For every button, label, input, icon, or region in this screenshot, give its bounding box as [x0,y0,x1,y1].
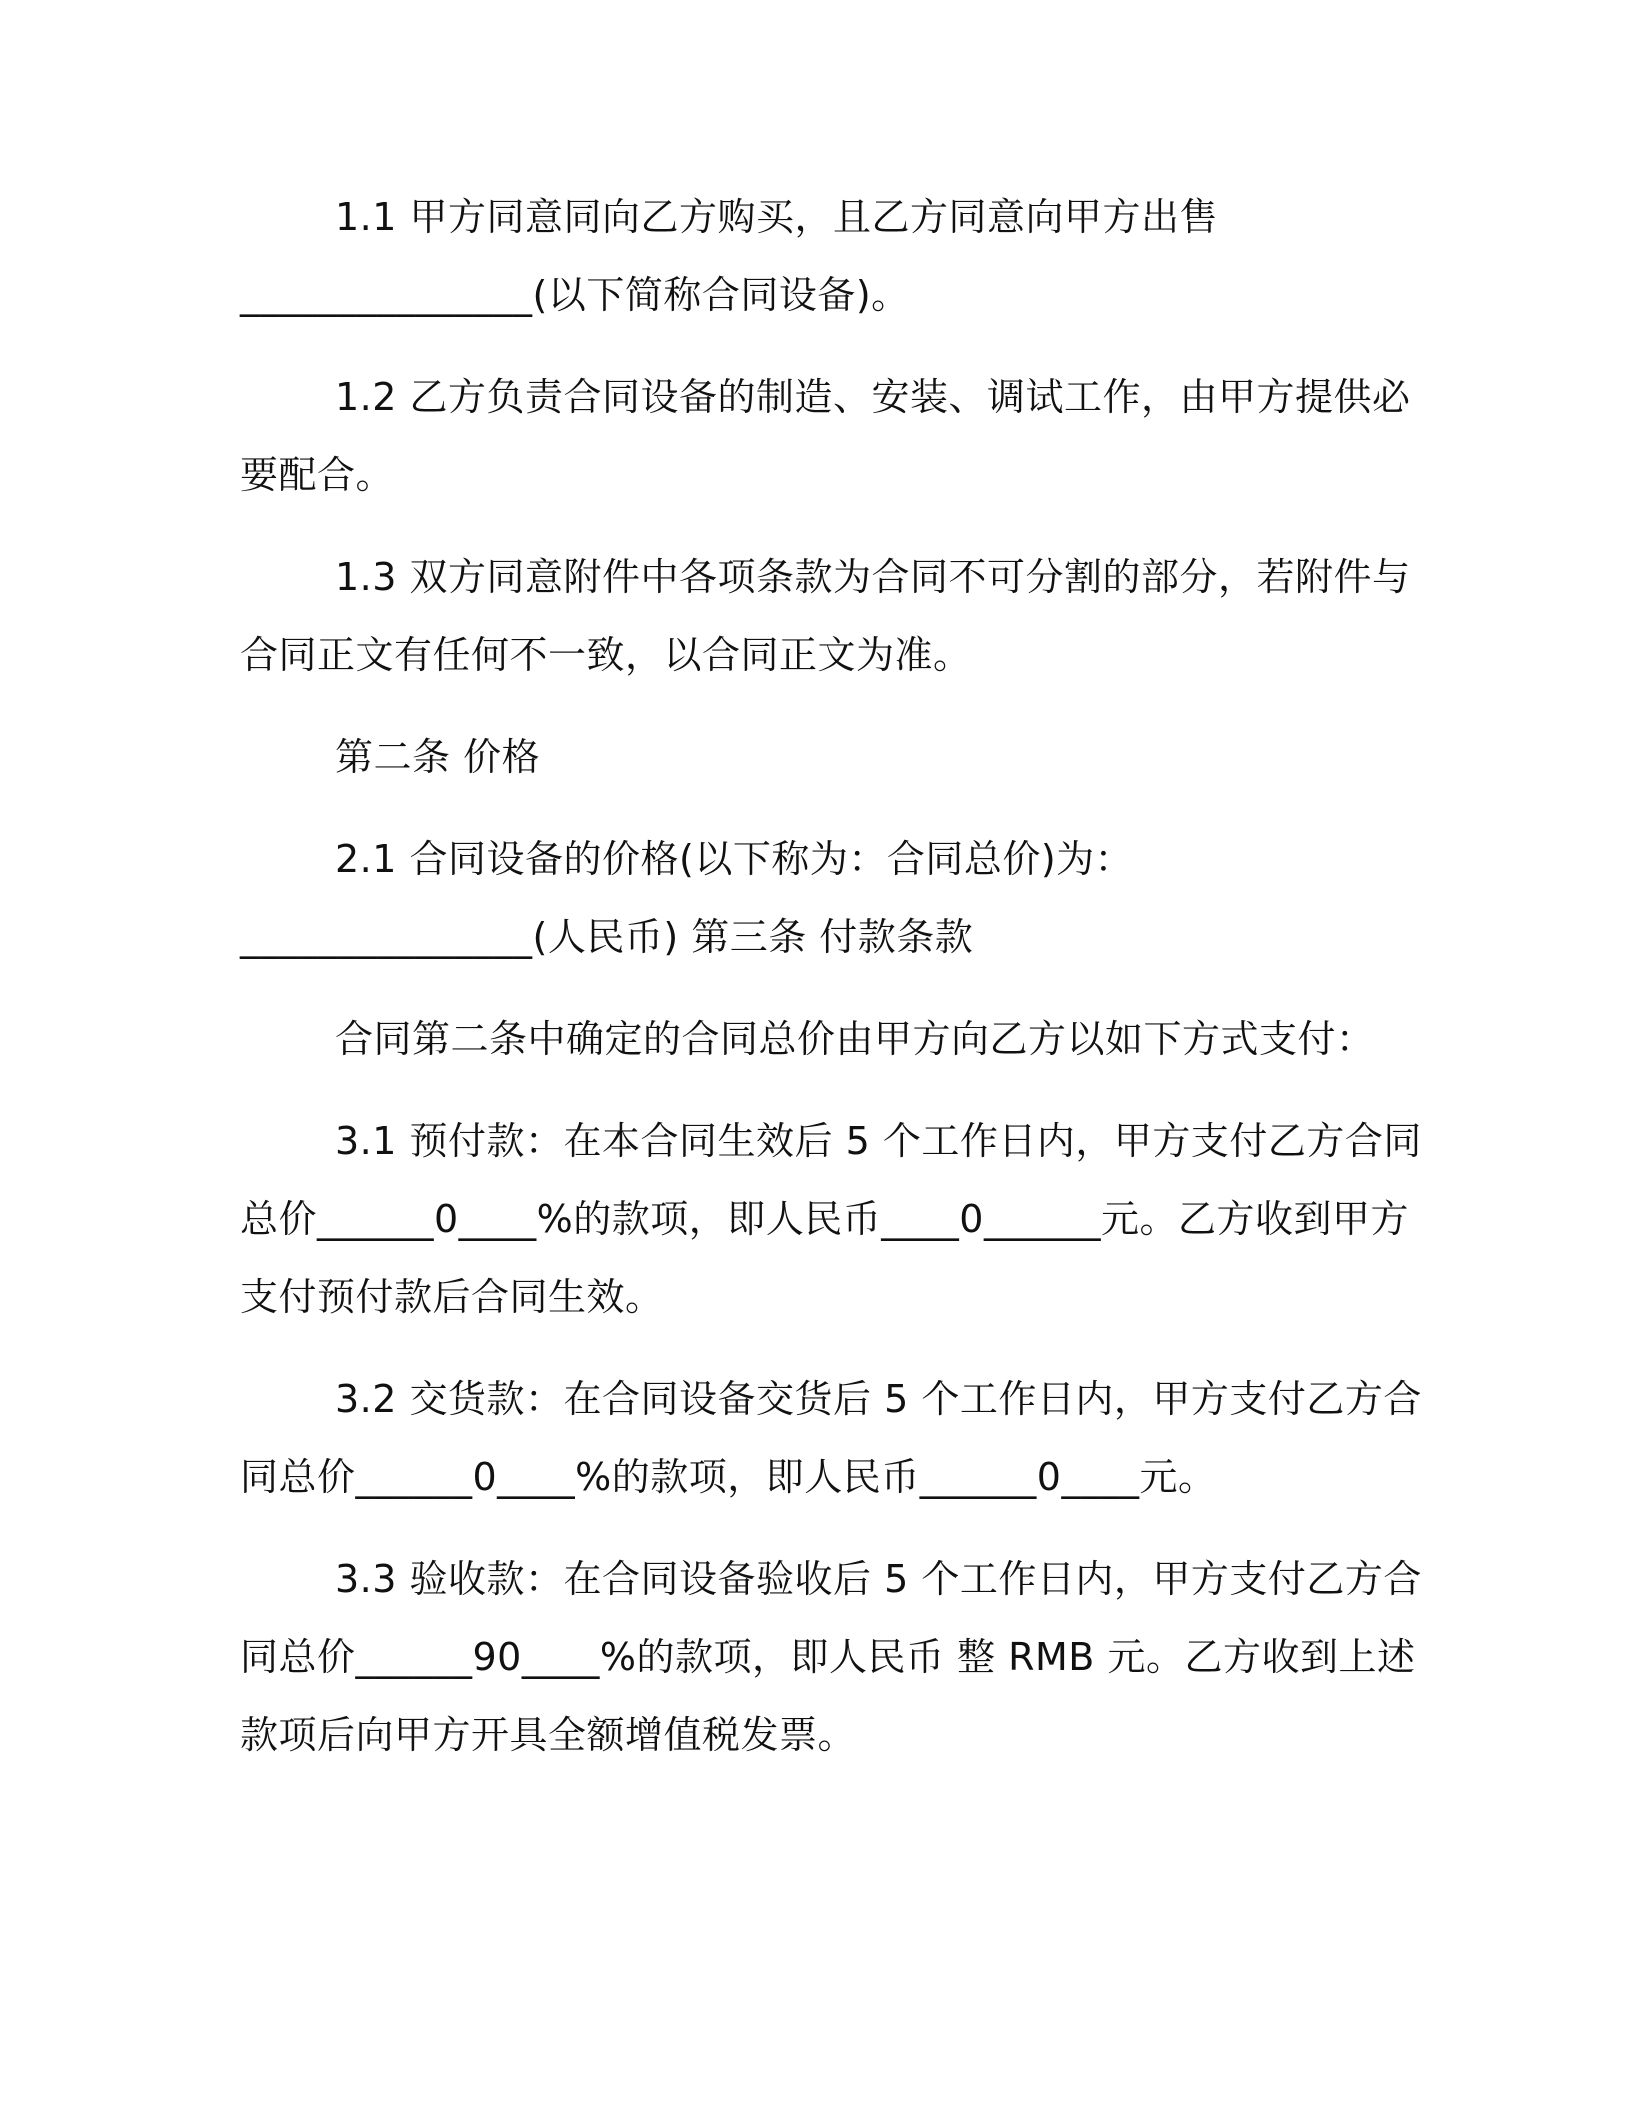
clause-1-1-line-2: _______________(以下简称合同设备)。 [240,273,910,317]
clause-2-1-line-1: 2.1 合同设备的价格(以下称为：合同总价)为： [335,837,1134,881]
clause-3-1-line-1: 3.1 预付款：在本合同生效后 5 个工作日内，甲方支付乙方合同 [335,1119,1422,1163]
clause-3-2-line-2: 同总价______0____%的款项，即人民币______0____元。 [240,1455,1217,1499]
clause-1-1-line-1: 1.1 甲方同意同向乙方购买，且乙方同意向甲方出售 [335,195,1219,239]
clause-1-3-line-2: 合同正文有任何不一致，以合同正文为准。 [240,633,972,677]
clause-3-3-line-2: 同总价______90____%的款项，即人民币 整 RMB 元。乙方收到上述 [240,1635,1416,1679]
clause-3-3-line-3: 款项后向甲方开具全额增值税发票。 [240,1713,857,1757]
clause-1-2-line-1: 1.2 乙方负责合同设备的制造、安装、调试工作，由甲方提供必 [335,375,1411,419]
clause-3-3-line-1: 3.3 验收款：在合同设备验收后 5 个工作日内，甲方支付乙方合 [335,1557,1422,1601]
clause-3-2-line-1: 3.2 交货款：在合同设备交货后 5 个工作日内，甲方支付乙方合 [335,1377,1422,1421]
article-3-intro: 合同第二条中确定的合同总价由甲方向乙方以如下方式支付： [335,1017,1375,1061]
clause-1-3-line-1: 1.3 双方同意附件中各项条款为合同不可分割的部分，若附件与 [335,555,1411,599]
clause-2-1-line-2: _______________(人民币) 第三条 付款条款 [240,915,974,959]
clause-3-1-line-2: 总价______0____%的款项，即人民币____0______元。乙方收到甲方 [240,1197,1409,1241]
clause-3-1-line-3: 支付预付款后合同生效。 [240,1275,664,1319]
article-2-heading: 第二条 价格 [335,735,541,779]
clause-1-2-line-2: 要配合。 [240,453,395,497]
